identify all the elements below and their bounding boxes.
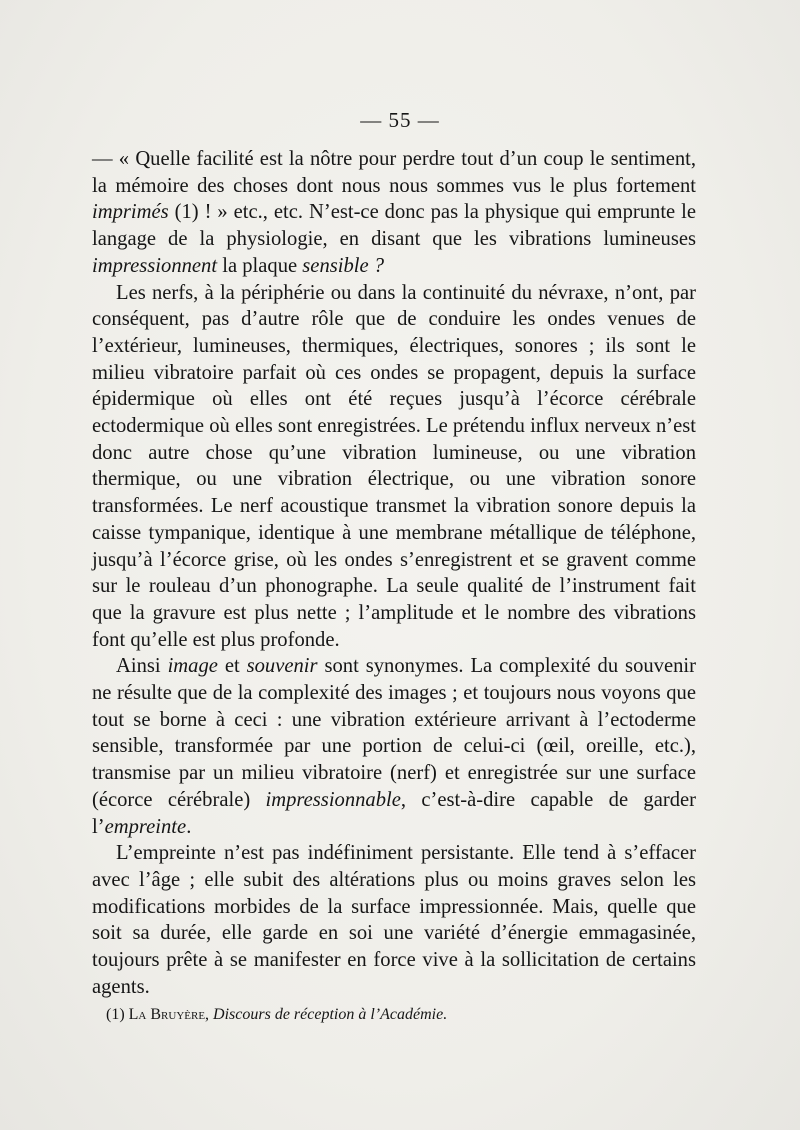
paragraph-3-text-e: . <box>186 815 192 838</box>
footnote-work-title: Discours de réception à l’Académie. <box>213 1006 448 1023</box>
body-text <box>92 146 696 1001</box>
paragraph-1-text-c: la plaque <box>217 254 303 277</box>
paragraph-2: Les nerfs, à la périphérie ou dans la continuité du névraxe, n’ont, par conséquent, pas d’autre rôle que de conduire les ondes venues de l’extérieur, lumineuses, thermiques, électriques, sonores ; ils sont le milieu vibratoire parfait où ces ondes se propagent, depuis la surface épidermique où elles ont été reçues jusqu’à l’écorce cérébrale ectodermique où elles sont enregistrées. Le prétendu influx nerveux n’est donc autre chose qu’une vibration lumineuse, ou une vibration thermique, ou une vibration électrique, ou une vibration sonore transformées. Le nerf acoustique transmet la vibration sonore depuis la caisse tympanique, identique à une membrane métallique de téléphone, jusqu’à l’écorce grise, où les ondes s’enregistrent et se gravent comme sur le rouleau d’un phonographe. La seule qualité de l’instrument fait que la gravure est plus nette ; l’amplitude et le nombre des vibrations font qu’elle est plus profonde. <box>92 281 696 651</box>
footnote-separator: , <box>205 1006 214 1023</box>
paragraph-1-emphasis-a: imprimés <box>92 201 169 224</box>
paragraph-1 <box>92 146 696 280</box>
footnote-marker: (1) <box>106 1006 129 1023</box>
paragraph-3-text-b: et <box>217 655 247 678</box>
paragraph-1-emphasis-c: sensible ? <box>302 254 385 277</box>
paragraph-3-emphasis-a: image <box>167 655 218 678</box>
paragraph-1-text-a: — « Quelle facilité est la nôtre pour perdre tout d’un coup le sentiment, la mémoire des choses dont nous nous sommes vus le plus fortement <box>92 148 696 197</box>
paragraph-3-text-c: sont synonymes. La complexité du souvenir ne résulte que de la complexité des images ; et toujours nous voyons que tout se borne à ceci : une vibration extérieure arrivant à l’ectoderme sensible, transformée par une portion de celui-ci (œil, oreille, etc.), transmise par un milieu vibratoire (nerf) et enregistrée sur une surface (écorce cérébrale) <box>92 655 696 811</box>
page-number: — 55 — <box>360 108 440 132</box>
paragraph-3-text-a: Ainsi <box>116 655 168 678</box>
paragraph-3-emphasis-b: souvenir <box>246 655 318 678</box>
paragraph-3 <box>92 653 696 840</box>
footnote <box>106 1005 706 1025</box>
paragraph-3-text-d: , c’est-à-dire capable de garder l’ <box>92 788 696 838</box>
footnote-author: La Bruyère <box>128 1006 206 1023</box>
paragraph-1-emphasis-b: impressionnent <box>92 254 218 277</box>
paragraph-3-emphasis-c: impressionnable <box>265 788 401 811</box>
paragraph-1-text-b: (1) ! » etc., etc. N’est-ce donc pas la physique qui emprunte le langage de la physiologie, en disant que les vibrations lumineuses <box>92 201 696 251</box>
paragraph-3-emphasis-d: empreinte <box>104 815 187 838</box>
paragraph-4: L’empreinte n’est pas indéfiniment persistante. Elle tend à s’effacer avec l’âge ; elle subit des altérations plus ou moins graves selon les modifications morbides de la surface impressionnée. Mais, quelle que soit sa durée, elle garde en soi une variété d’énergie emmagasinée, toujours prête à se manifester en force vive à la sollicitation de certains agents. <box>92 842 696 998</box>
